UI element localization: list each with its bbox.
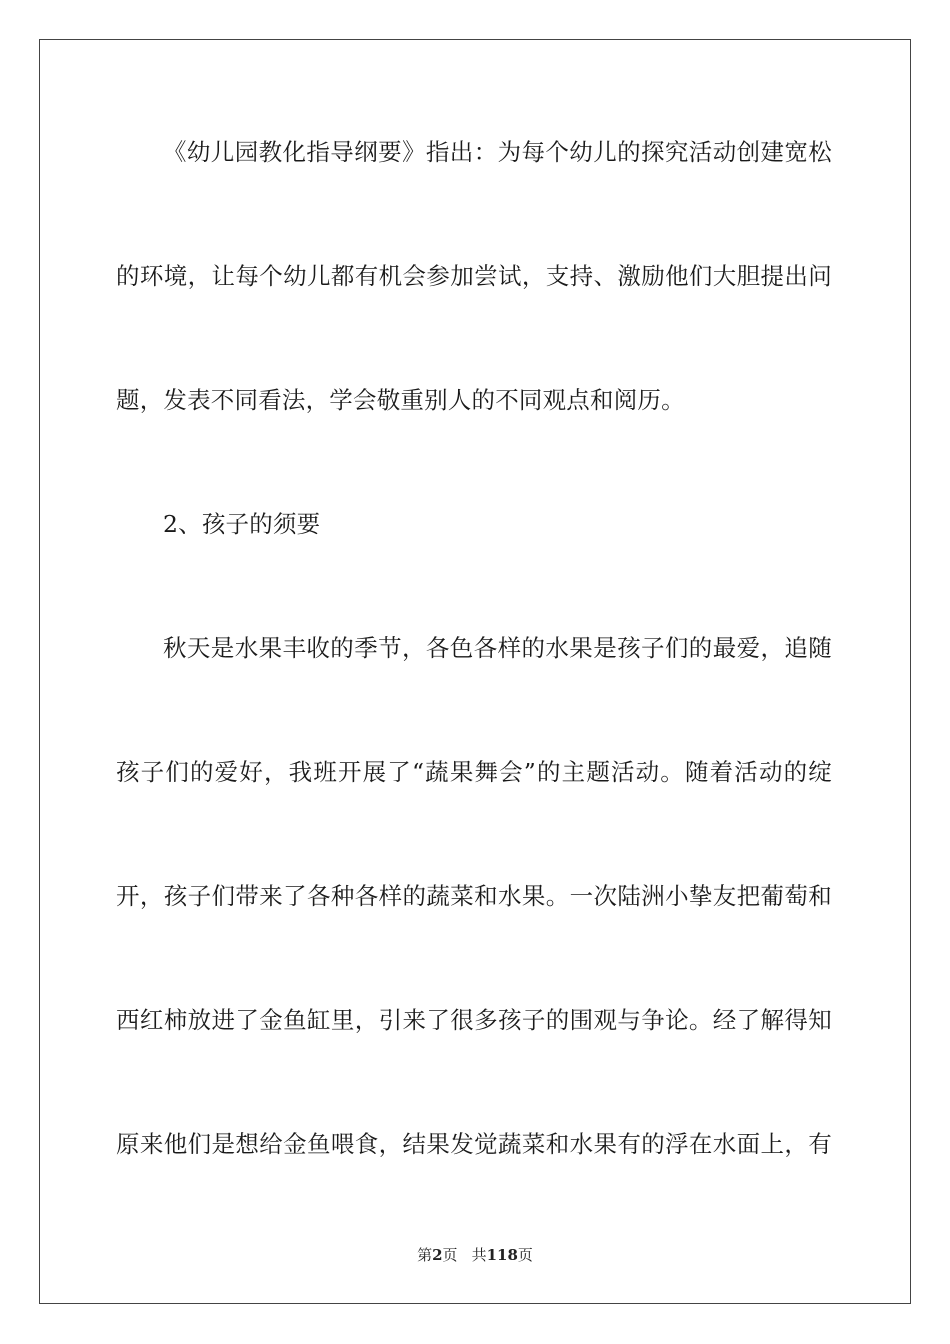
paragraph-2-line-4: 西红柿放进了金鱼缸里，引来了很多孩子的围观与争论。经了解得知 [116, 1006, 832, 1034]
total-pages: 118 [486, 1246, 518, 1264]
total-suffix: 页 [517, 1246, 533, 1264]
page-border [39, 39, 911, 1304]
total-prefix: 共 [471, 1246, 487, 1264]
paragraph-2-line-1: 秋天是水果丰收的季节，各色各样的水果是孩子们的最爱，追随 [163, 634, 832, 662]
paragraph-2-line-5: 原来他们是想给金鱼喂食，结果发觉蔬菜和水果有的浮在水面上，有 [116, 1130, 832, 1158]
paragraph-2-line-2: 孩子们的爱好，我班开展了“蔬果舞会”的主题活动。随着活动的绽 [116, 758, 832, 786]
page-number: 2 [432, 1246, 443, 1264]
page-prefix: 第 [417, 1246, 433, 1264]
paragraph-2-line-3: 开，孩子们带来了各种各样的蔬菜和水果。一次陆洲小挚友把葡萄和 [116, 882, 832, 910]
section-heading: 2、孩子的须要 [163, 510, 321, 538]
paragraph-1-line-2: 的环境，让每个幼儿都有机会参加尝试，支持、激励他们大胆提出问 [116, 262, 832, 290]
page-suffix: 页 [442, 1246, 458, 1264]
page-footer [0, 1245, 950, 1265]
paragraph-1-line-1: 《幼儿园教化指导纲要》指出：为每个幼儿的探究活动创建宽松 [163, 138, 832, 166]
paragraph-1-line-3: 题，发表不同看法，学会敬重别人的不同观点和阅历。 [116, 386, 685, 414]
